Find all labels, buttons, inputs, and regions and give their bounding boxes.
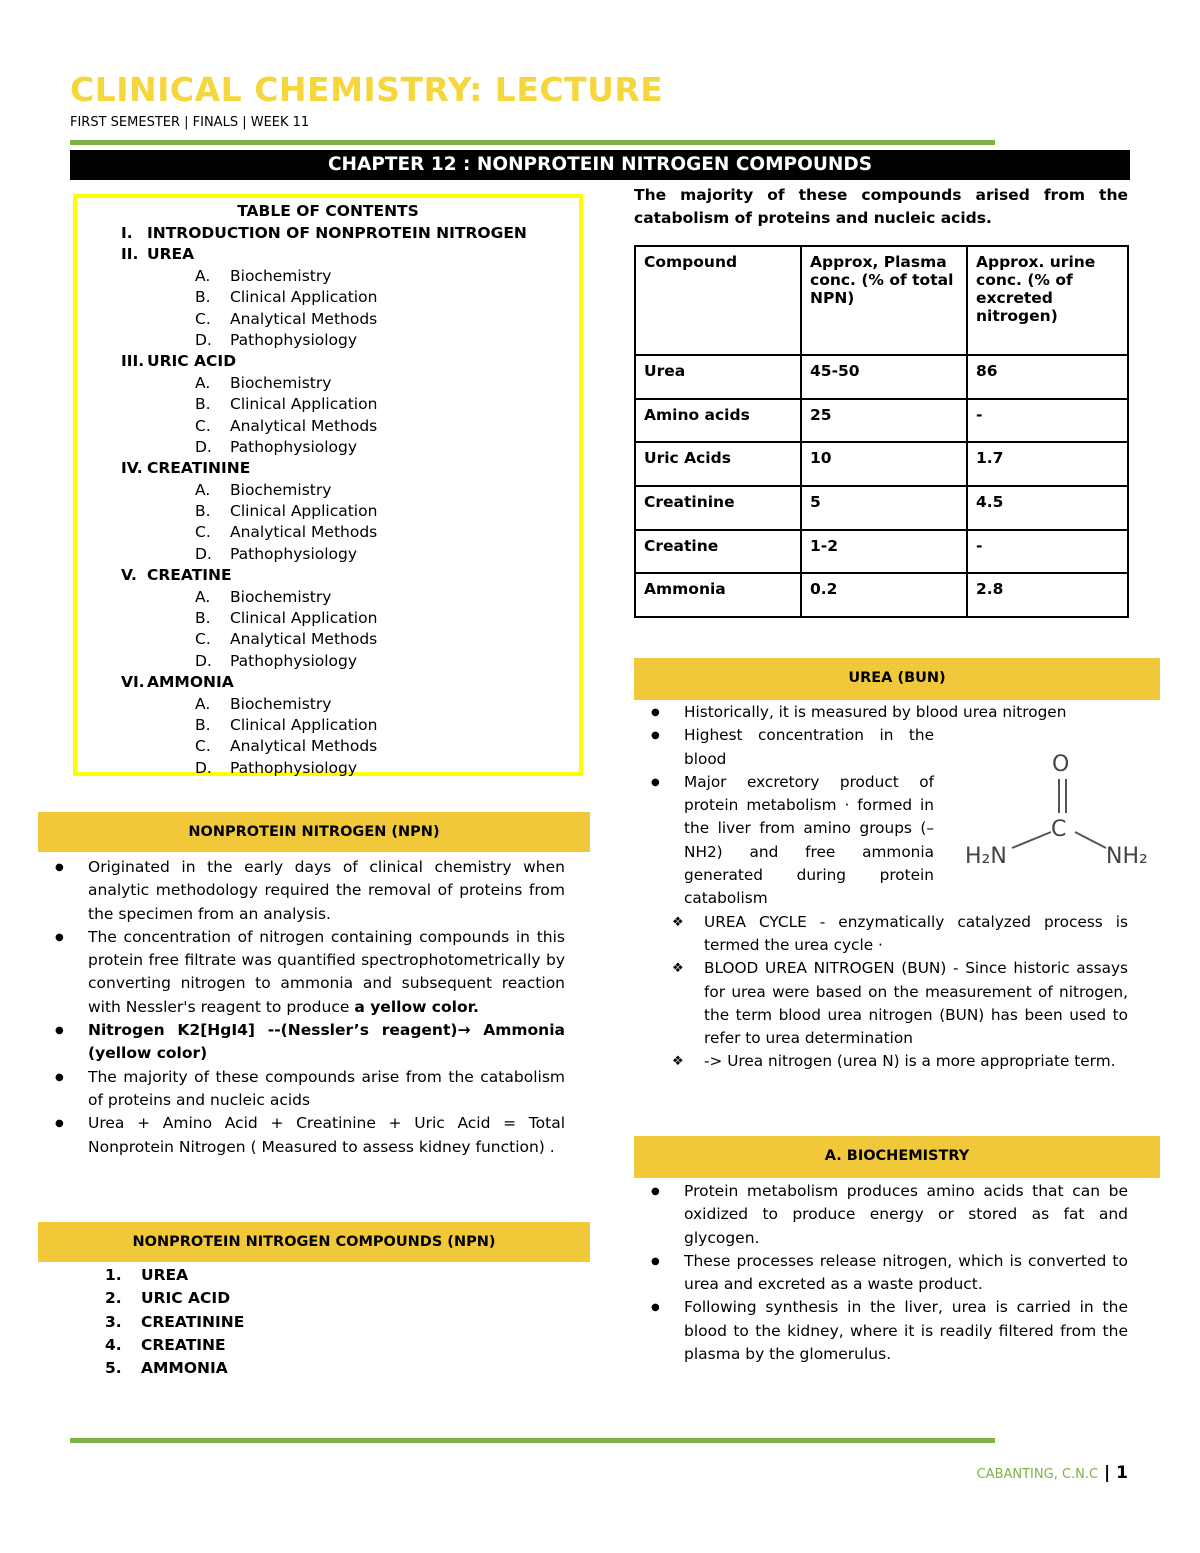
list-item: ● These processes release nitrogen, which is converted to urea and excreted as a waste product. bbox=[634, 1250, 1128, 1297]
struct-carbon: C bbox=[1051, 817, 1067, 842]
toc-subitem: C. Analytical Methods bbox=[195, 630, 378, 649]
toc-section: I. INTRODUCTION OF NONPROTEIN NITROGEN bbox=[121, 224, 527, 242]
bond-line bbox=[1012, 832, 1051, 848]
table-header: Compound bbox=[635, 246, 801, 355]
toc-section: V. CREATINE bbox=[121, 566, 232, 585]
table-row: Creatinine 5 4.5 bbox=[635, 486, 1128, 530]
toc-subitem: A. Biochemistry bbox=[195, 694, 332, 713]
toc-subitem: D. Pathophysiology bbox=[195, 758, 358, 777]
list-item: ● Originated in the early days of clinical chemistry when analytic methodology required the removal of proteins from the specimen from an analysis. bbox=[38, 856, 565, 926]
list-item: 2. URIC ACID bbox=[105, 1289, 231, 1308]
toc-section: II. UREA bbox=[121, 245, 195, 264]
toc-subitem: A. Biochemistry bbox=[195, 587, 332, 606]
list-item: 3. CREATININE bbox=[105, 1312, 245, 1331]
toc-subitem: A. Biochemistry bbox=[195, 266, 332, 285]
list-item: 1. UREA bbox=[105, 1266, 189, 1284]
table-row: Amino acids 25 - bbox=[635, 399, 1128, 443]
urea-banner: UREA (BUN) bbox=[634, 658, 1160, 700]
toc-subitem: B. Clinical Application bbox=[195, 609, 378, 628]
list-item: ❖ -> Urea nitrogen (urea N) is a more appropriate term. bbox=[634, 1050, 1128, 1073]
toc-subitem: B. Clinical Application bbox=[195, 288, 378, 307]
table-row: Urea 45-50 86 bbox=[635, 355, 1128, 399]
toc-heading: TABLE OF CONTENTS bbox=[237, 202, 419, 220]
list-item: ❖ UREA CYCLE - enzymatically catalyzed process is termed the urea cycle · bbox=[634, 911, 1128, 958]
struct-amine-right: NH₂ bbox=[1106, 844, 1148, 869]
biochemistry-banner: A. BIOCHEMISTRY bbox=[634, 1136, 1160, 1178]
table-row: Uric Acids 10 1.7 bbox=[635, 442, 1128, 486]
toc-subitem: C. Analytical Methods bbox=[195, 309, 378, 328]
biochemistry-section bbox=[634, 1180, 1128, 1366]
top-divider bbox=[70, 140, 995, 145]
list-item: ● Nitrogen K2[HgI4] --(Nessler’s reagent)→ Ammonia (yellow color) bbox=[38, 1019, 565, 1066]
struct-amine-left: H₂N bbox=[965, 844, 1007, 869]
table-header-row bbox=[635, 246, 1128, 355]
list-item: ● The majority of these compounds arise from the catabolism of proteins and nucleic acids bbox=[38, 1066, 565, 1113]
bottom-divider bbox=[70, 1438, 995, 1443]
toc-subitem: D. Pathophysiology bbox=[195, 330, 358, 349]
page-footer: CABANTING, C.N.C | 1 bbox=[976, 1463, 1128, 1483]
urea-structure bbox=[960, 745, 1160, 875]
table-header: Approx. urine conc. (% of excreted nitrogen) bbox=[967, 246, 1128, 355]
npn-compounds-list bbox=[105, 1264, 244, 1380]
list-item: ● Urea + Amino Acid + Creatinine + Uric Acid = Total Nonprotein Nitrogen ( Measured to assess kidney function) . bbox=[38, 1112, 565, 1159]
toc-subitem: B. Clinical Application bbox=[195, 715, 378, 734]
list-item: 5. AMMONIA bbox=[105, 1359, 228, 1378]
table-of-contents bbox=[73, 194, 583, 776]
table-row: Creatine 1-2 - bbox=[635, 530, 1128, 574]
struct-oxygen: O bbox=[1052, 752, 1070, 777]
table-header: Approx, Plasma conc. (% of total NPN) bbox=[801, 246, 967, 355]
intro-paragraph: The majority of these compounds arised from the catabolism of proteins and nucleic acids. bbox=[634, 186, 1128, 227]
toc-section: VI. AMMONIA bbox=[121, 673, 234, 692]
npn-banner: NONPROTEIN NITROGEN (NPN) bbox=[38, 812, 590, 852]
author-name: CABANTING, C.N.C bbox=[976, 1467, 1099, 1482]
chapter-heading: CHAPTER 12 : NONPROTEIN NITROGEN COMPOUNDS bbox=[70, 150, 1130, 180]
list-item: ❖ BLOOD UREA NITROGEN (BUN) - Since historic assays for urea were based on the measurement of nitrogen, the term blood urea nitrogen (BUN) has been used to refer to urea determination bbox=[634, 957, 1128, 1050]
toc-subitem: D. Pathophysiology bbox=[195, 544, 358, 563]
toc-subitem: B. Clinical Application bbox=[195, 395, 378, 414]
toc-subitem: D. Pathophysiology bbox=[195, 651, 358, 670]
table-row: Ammonia 0.2 2.8 bbox=[635, 573, 1128, 617]
npn-table bbox=[634, 245, 1129, 618]
document-subtitle: FIRST SEMESTER | FINALS | WEEK 11 bbox=[70, 115, 310, 130]
list-item: ● Highest concentration in the blood bbox=[634, 724, 934, 771]
toc-section: IV. CREATININE bbox=[121, 459, 251, 478]
toc-section: III. URIC ACID bbox=[121, 352, 237, 371]
toc-subitem: A. Biochemistry bbox=[195, 480, 332, 499]
toc-subitem: C. Analytical Methods bbox=[195, 737, 378, 756]
toc-subitem: C. Analytical Methods bbox=[195, 523, 378, 542]
list-item: ● Following synthesis in the liver, urea is carried in the blood to the kidney, where it is readily filtered from the plasma by the glomerulus. bbox=[634, 1296, 1128, 1366]
page-number: 1 bbox=[1116, 1463, 1128, 1483]
toc-subitem: C. Analytical Methods bbox=[195, 416, 378, 435]
list-item: ● The concentration of nitrogen containing compounds in this protein free filtrate was quantified spectrophotometrically by converting nitrogen to ammonia and subsequent reaction with Nessler's reagent to produce a yellow color. bbox=[38, 926, 565, 1019]
list-item: 4. CREATINE bbox=[105, 1335, 226, 1354]
toc-subitem: A. Biochemistry bbox=[195, 373, 332, 392]
list-item: ● Historically, it is measured by blood urea nitrogen bbox=[634, 701, 1128, 724]
document-title: CLINICAL CHEMISTRY: LECTURE bbox=[70, 70, 664, 109]
npn-section bbox=[38, 856, 565, 1159]
npn-compounds-banner: NONPROTEIN NITROGEN COMPOUNDS (NPN) bbox=[38, 1222, 590, 1262]
list-item: ● Protein metabolism produces amino acids that can be oxidized to produce energy or stored as fat and glycogen. bbox=[634, 1180, 1128, 1250]
bond-line bbox=[1075, 832, 1106, 848]
toc-subitem: B. Clinical Application bbox=[195, 502, 378, 521]
toc-subitem: D. Pathophysiology bbox=[195, 437, 358, 456]
list-item: ● Major excretory product of protein metabolism · formed in the liver from amino groups (–NH2) and free ammonia generated during protein catabolism bbox=[634, 771, 934, 911]
